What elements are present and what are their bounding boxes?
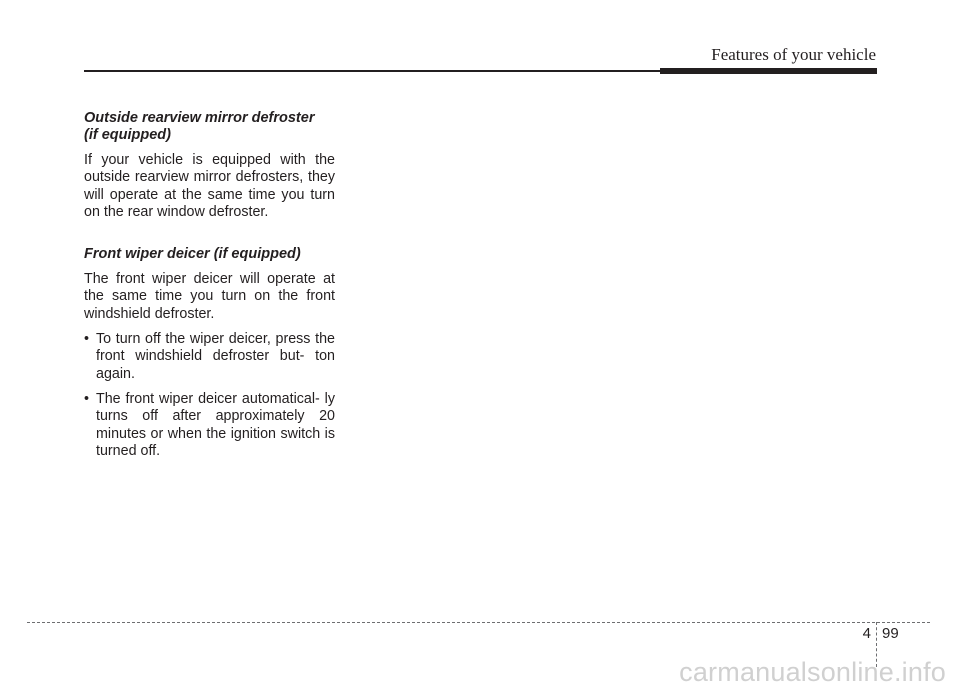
bullet-item xyxy=(84,391,335,460)
section-heading xyxy=(84,110,335,144)
bullet-list xyxy=(84,331,335,460)
section-paragraph: If your vehicle is equipped with the outside rearview mirror defrosters, they will operate at the same time you turn on the rear window defroster. xyxy=(84,152,335,220)
bullet-text: To turn off the wiper deicer, press the front windshield defroster but- ton again. xyxy=(96,331,335,382)
header-rule-thin xyxy=(84,70,660,72)
header-title: Features of your vehicle xyxy=(711,45,876,64)
watermark-link[interactable]: carmanualsonline.info xyxy=(679,657,946,687)
heading-line: Outside rearview mirror defroster xyxy=(84,110,315,126)
heading-line: Front wiper deicer (if equipped) xyxy=(84,246,301,263)
section-mirror-defroster xyxy=(84,110,335,221)
heading-line: (if equipped) xyxy=(84,127,171,143)
bullet-item xyxy=(84,331,335,383)
header-rule-thick xyxy=(660,68,877,74)
bullet-icon: • xyxy=(84,390,90,407)
content-column xyxy=(84,110,335,468)
page-number: 99 xyxy=(882,625,899,642)
section-heading xyxy=(84,246,335,263)
footer-dashed-rule xyxy=(27,622,930,623)
section-paragraph: The front wiper deicer will operate at the same time you turn on the front windshield defroster. xyxy=(84,271,335,322)
bullet-icon: • xyxy=(84,331,90,348)
bullet-text: The front wiper deicer automatical- ly turns off after approximately 20 minutes or when the ignition switch is turned off. xyxy=(96,390,335,459)
section-wiper-deicer xyxy=(84,246,335,460)
chapter-number: 4 xyxy=(862,625,871,642)
